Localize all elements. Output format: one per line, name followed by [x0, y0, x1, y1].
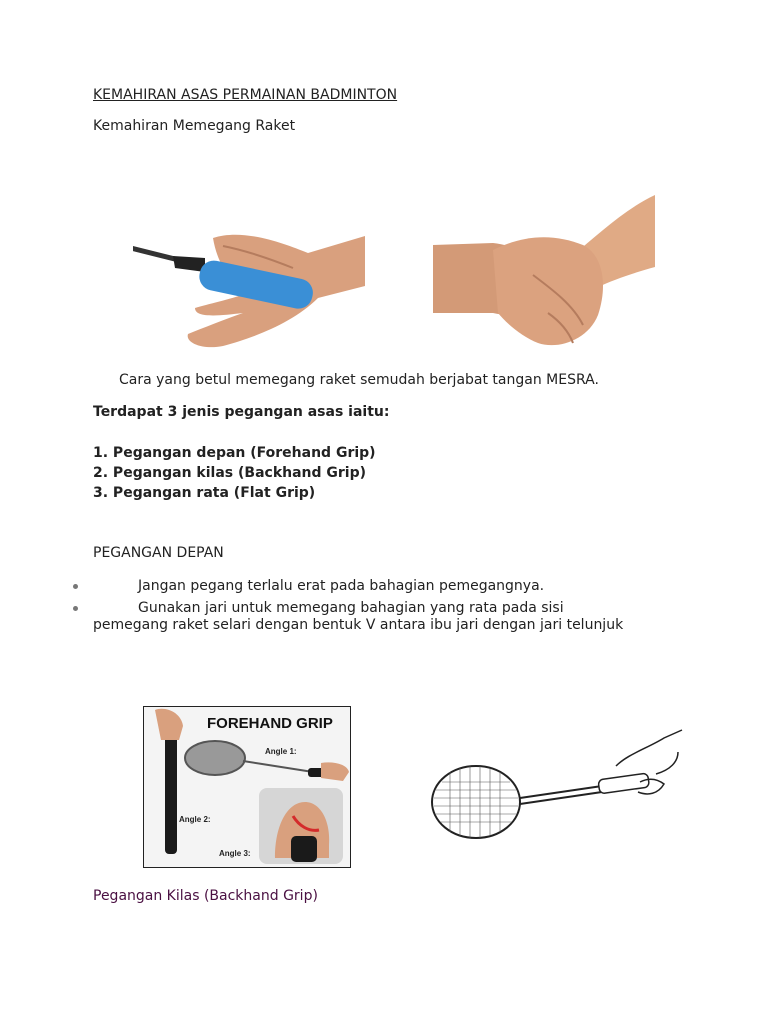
grip-type-list [93, 443, 376, 503]
image-caption: Cara yang betul memegang raket semudah berjabat tangan MESRA. [119, 372, 599, 388]
racket-butt-cap [173, 256, 205, 272]
list-item [70, 600, 630, 634]
angle-1-label: Angle 1: [265, 747, 297, 756]
bullet-icon [73, 606, 78, 611]
racket-sketch-image [372, 700, 706, 868]
racket-sketch-head [432, 766, 520, 838]
bullet-text: Gunakan jari untuk memegang bahagian yang rata pada sisi pemegang raket selari dengan bentuk V antara ibu jari dengan jari telunjuk [93, 600, 624, 633]
racket-hand-image [133, 228, 365, 353]
bullet-icon [73, 584, 78, 589]
document-title: KEMAHIRAN ASAS PERMAINAN BADMINTON [93, 87, 398, 103]
racket-handle-vertical [165, 734, 177, 854]
list-item [70, 578, 630, 595]
list-item: 3. Pegangan rata (Flat Grip) [93, 485, 316, 501]
section-heading: PEGANGAN DEPAN [93, 545, 224, 561]
grip-intro: Terdapat 3 jenis pegangan asas iaitu: [93, 404, 390, 420]
angle-2-label: Angle 2: [179, 815, 211, 824]
forehand-grip-image [143, 706, 351, 868]
bullet-text: Jangan pegang terlalu erat pada bahagian pemegangnya. [138, 578, 545, 594]
bullet-list [70, 578, 630, 639]
document-subtitle: Kemahiran Memegang Raket [93, 118, 296, 134]
forehand-grip-title: FOREHAND GRIP [207, 715, 333, 732]
angle-3-label: Angle 3: [219, 849, 251, 858]
handshake-image [433, 195, 655, 355]
list-item: 2. Pegangan kilas (Backhand Grip) [93, 465, 367, 481]
list-item: 1. Pegangan depan (Forehand Grip) [93, 445, 376, 461]
next-section-heading: Pegangan Kilas (Backhand Grip) [93, 888, 318, 904]
racket-head [185, 741, 245, 775]
hands-clasp [493, 237, 603, 345]
